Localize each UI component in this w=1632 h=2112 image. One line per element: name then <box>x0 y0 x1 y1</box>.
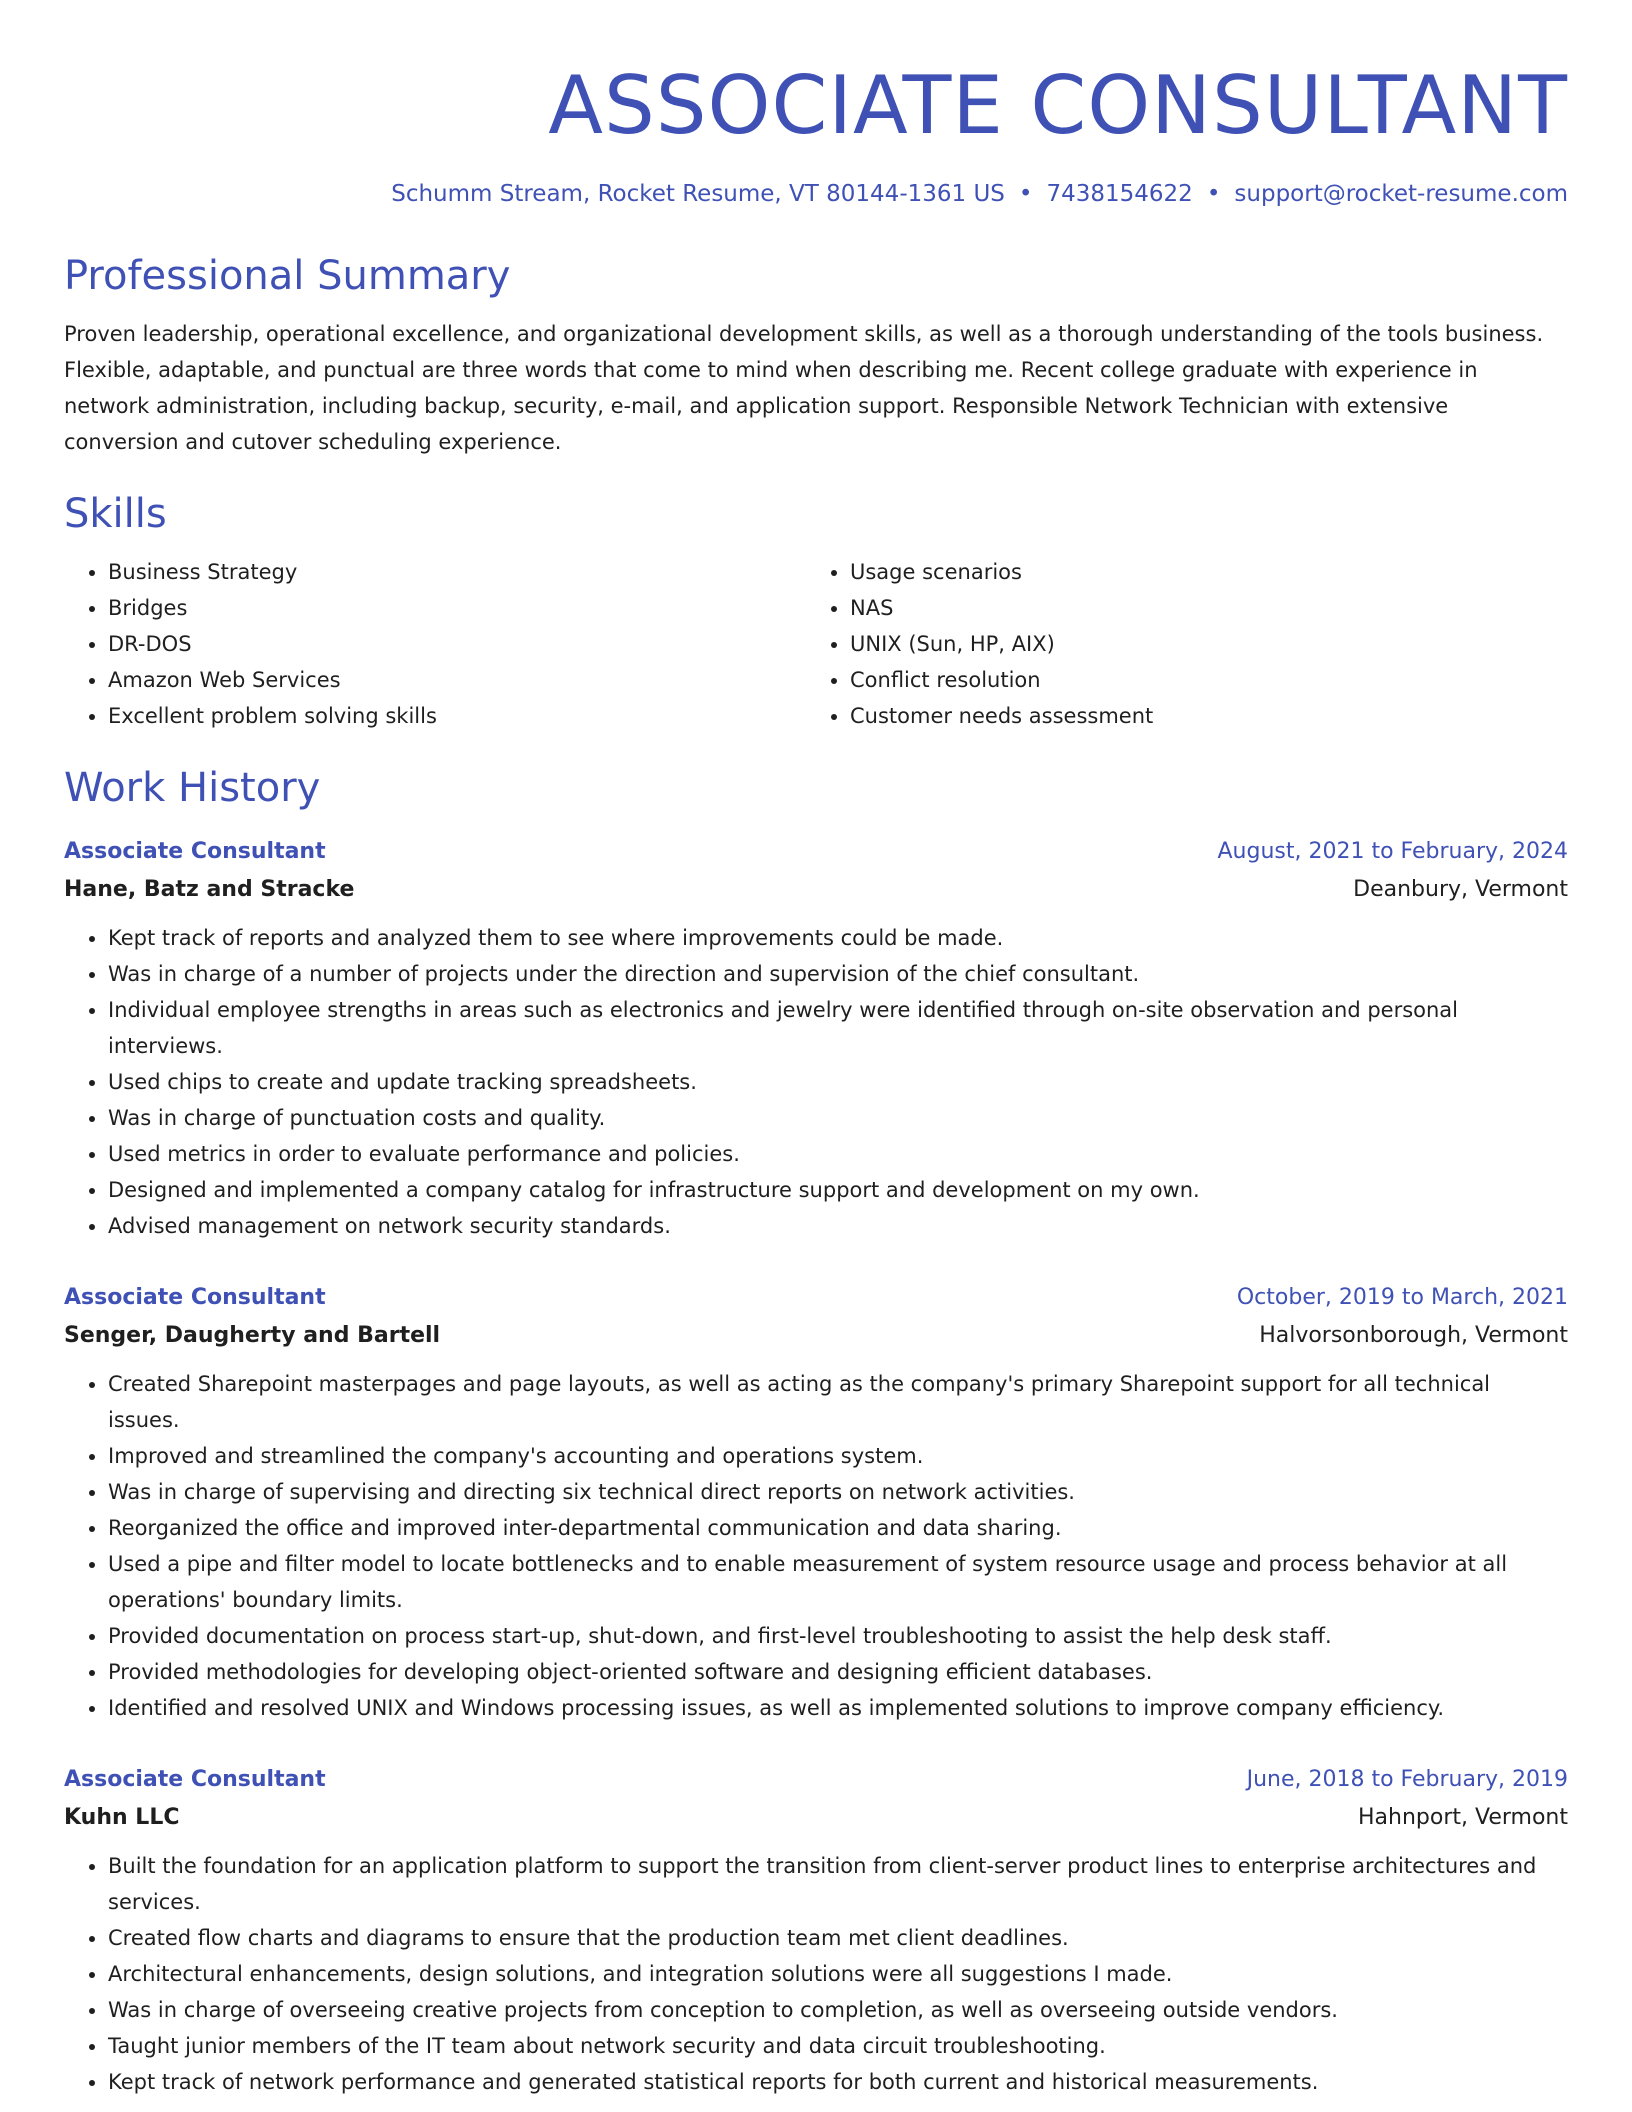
job-location: Hahnport, Vermont <box>1358 1804 1568 1830</box>
contact-email: support@rocket-resume.com <box>1234 181 1568 207</box>
resume-title: ASSOCIATE CONSULTANT <box>548 59 1568 152</box>
job-entry <box>64 1280 1568 1726</box>
professional-summary-heading: Professional Summary <box>64 252 511 299</box>
job-entry <box>64 1762 1568 2100</box>
job-title-row <box>64 1762 1568 1798</box>
skills-heading: Skills <box>64 490 167 537</box>
job-bullet: • Identified and resolved UNIX and Windows processing issues, as well as implemented solutions to improve company efficiency. <box>108 1690 1568 1726</box>
skill-item: • Excellent problem solving skills <box>108 698 806 734</box>
contact-phone: 7438154622 <box>1046 181 1193 207</box>
job-bullet: • Was in charge of overseeing creative projects from conception to completion, as well as overseeing outside vendors. <box>108 1992 1568 2028</box>
skill-item: • Bridges <box>108 590 806 626</box>
job-location: Deanbury, Vermont <box>1353 876 1568 902</box>
contact-line <box>64 180 1568 210</box>
skill-item: • Conflict resolution <box>850 662 1548 698</box>
skill-item: • Customer needs assessment <box>850 698 1548 734</box>
professional-summary-section <box>64 252 1568 460</box>
resume-page <box>64 0 1568 2100</box>
job-bullet: • Used chips to create and update tracking spreadsheets. <box>108 1064 1568 1100</box>
job-entry <box>64 834 1568 1244</box>
job-title: Associate Consultant <box>64 1284 326 1310</box>
skill-item: • DR-DOS <box>108 626 806 662</box>
job-bullet: • Designed and implemented a company catalog for infrastructure support and development on my own. <box>108 1172 1568 1208</box>
skills-list-left <box>64 554 806 734</box>
skills-list-right <box>806 554 1548 734</box>
job-bullets <box>64 920 1568 1244</box>
job-bullet: • Was in charge of punctuation costs and quality. <box>108 1100 1568 1136</box>
job-company-row <box>64 1798 1568 1838</box>
job-bullet: • Was in charge of a number of projects under the direction and supervision of the chief consultant. <box>108 956 1568 992</box>
job-bullet: • Was in charge of supervising and directing six technical direct reports on network activities. <box>108 1474 1568 1510</box>
job-title: Associate Consultant <box>64 838 326 864</box>
job-bullet: • Taught junior members of the IT team about network security and data circuit troubleshooting. <box>108 2028 1568 2064</box>
job-company-row <box>64 1316 1568 1356</box>
job-company-row <box>64 870 1568 910</box>
job-bullets <box>64 1366 1568 1726</box>
skills-section <box>64 490 1568 734</box>
job-bullets <box>64 1848 1568 2100</box>
job-dates: June, 2018 to February, 2019 <box>1246 1766 1568 1792</box>
job-dates: August, 2021 to February, 2024 <box>1217 838 1568 864</box>
skill-item: • NAS <box>850 590 1548 626</box>
job-bullet: • Reorganized the office and improved inter-departmental communication and data sharing. <box>108 1510 1568 1546</box>
job-bullet: • Improved and streamlined the company's accounting and operations system. <box>108 1438 1568 1474</box>
job-bullet: • Architectural enhancements, design solutions, and integration solutions were all suggestions I made. <box>108 1956 1568 1992</box>
job-bullet: • Created flow charts and diagrams to ensure that the production team met client deadlines. <box>108 1920 1568 1956</box>
job-company: Hane, Batz and Stracke <box>64 876 355 902</box>
contact-separator: • <box>1018 181 1033 207</box>
job-bullet: • Advised management on network security standards. <box>108 1208 1568 1244</box>
job-title-row <box>64 834 1568 870</box>
work-history-heading: Work History <box>64 764 321 811</box>
job-company: Senger, Daugherty and Bartell <box>64 1322 441 1348</box>
job-bullet: • Kept track of reports and analyzed them to see where improvements could be made. <box>108 920 1568 956</box>
job-location: Halvorsonborough, Vermont <box>1259 1322 1568 1348</box>
skill-item: • Usage scenarios <box>850 554 1548 590</box>
job-bullet: • Created Sharepoint masterpages and page layouts, as well as acting as the company's primary Sharepoint support for all technical issues. <box>108 1366 1568 1438</box>
job-bullet: • Used a pipe and filter model to locate bottlenecks and to enable measurement of system resource usage and process behavior at all operations' boundary limits. <box>108 1546 1568 1618</box>
skill-item: • Business Strategy <box>108 554 806 590</box>
professional-summary-text: Proven leadership, operational excellence, and organizational development skills, as well as a thorough understanding of the tools business. Flexible, adaptable, and punctual are three words that come to mind when describing me. Recent college graduate with experience in network administration, including backup, security, e-mail, and application support. Responsible Network Technician with extensive conversion and cutover scheduling experience. <box>64 321 1544 454</box>
skill-item: • Amazon Web Services <box>108 662 806 698</box>
work-history-section <box>64 764 1568 2100</box>
contact-address: Schumm Stream, Rocket Resume, VT 80144-1361 US <box>391 181 1005 207</box>
job-title: Associate Consultant <box>64 1766 326 1792</box>
job-bullet: • Kept track of network performance and generated statistical reports for both current and historical measurements. <box>108 2064 1568 2100</box>
job-bullet: • Built the foundation for an application platform to support the transition from client-server product lines to enterprise architectures and services. <box>108 1848 1568 1920</box>
job-bullet: • Provided methodologies for developing object-oriented software and designing efficient databases. <box>108 1654 1568 1690</box>
skill-item: • UNIX (Sun, HP, AIX) <box>850 626 1548 662</box>
job-bullet: • Provided documentation on process start-up, shut-down, and first-level troubleshooting to assist the help desk staff. <box>108 1618 1568 1654</box>
job-dates: October, 2019 to March, 2021 <box>1236 1284 1568 1310</box>
job-title-row <box>64 1280 1568 1316</box>
contact-separator: • <box>1206 181 1221 207</box>
resume-header <box>64 60 1568 210</box>
job-bullet: • Individual employee strengths in areas such as electronics and jewelry were identified through on-site observation and personal interviews. <box>108 992 1568 1064</box>
job-company: Kuhn LLC <box>64 1804 180 1830</box>
job-bullet: • Used metrics in order to evaluate performance and policies. <box>108 1136 1568 1172</box>
skills-grid <box>64 554 1568 734</box>
